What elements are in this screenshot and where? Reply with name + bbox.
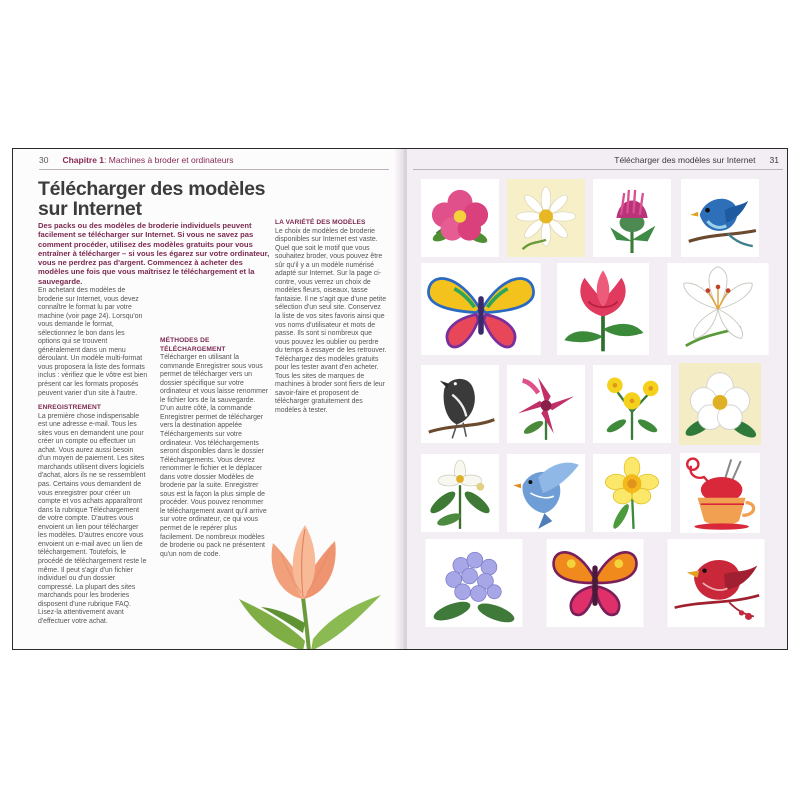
text-column-3: [275, 219, 387, 416]
design-tile-hydrangea: [421, 539, 527, 627]
design-tile-orange-butterfly: [541, 539, 649, 627]
page-title-line-2: sur Internet: [38, 198, 142, 220]
download-methods-paragraph: Télécharger en utilisant la commande Enregistrer sous vous permet de télécharger vers un dossier spécifique sur votre ordinateur et vous laisse renommer le fichier lors de la sauvegarde. D'un autre côté, la commande Enregistrer permet de télécharger vers la destination appelée Téléchargements sur votre ordinateur. Vos téléchargements seront disponibles dans le dossier Téléchargements. Vous devrez renommer le fichier et le déplacer dans votre dossier Modèles de broderie par la suite. Enregistrer sous est la façon la plus simple de procéder. Vous pouvez renommer le téléchargement avant qu'il arrive sur votre ordinateur, ce qui vous permet de le repérer plus facilement. De nombreux modèles de broderie ou pack ne présentent qu'un nom de code.: [160, 354, 269, 558]
intro-paragraph: Des packs ou des modèles de broderie individuels peuvent facilement se télécharger sur Internet. Si vous ne savez pas comment procéder, utilisez des modèles gratuits pour vous entraîner à télécharger – si vous les égarez sur votre ordinateur, vous ne perdrez pas d'argent. Commencez à acheter des modèles une fois que vous maîtrisez le téléchargement et la sauvegarde.: [38, 221, 270, 286]
chapter-label: Chapitre 1: [62, 155, 105, 165]
teacup-pincushion-icon: [679, 453, 761, 533]
page-title-line-1: Télécharger des modèles: [38, 178, 266, 200]
red-flower-icon: [553, 263, 653, 355]
red-bird-icon: [661, 539, 771, 627]
daisy-icon: [507, 179, 585, 257]
registration-heading: ENREGISTREMENT: [38, 404, 101, 412]
thistle-icon: [593, 179, 671, 257]
design-tile-white-camellia: [679, 363, 761, 445]
left-header-rule: [39, 169, 389, 170]
chapter-title: : Machines à broder et ordinateurs: [104, 155, 234, 165]
design-tile-bluebird: [679, 179, 761, 257]
rainbow-butterfly-icon: [421, 263, 541, 355]
design-tile-thistle: [593, 179, 671, 257]
design-tile-teacup-pincushion: [679, 453, 761, 533]
design-tile-white-lily: [665, 263, 771, 355]
design-tile-white-blossom: [421, 453, 499, 533]
bluebird-icon: [679, 179, 761, 257]
pink-star-flower-icon: [507, 363, 585, 445]
design-tile-rainbow-butterfly: [421, 263, 541, 355]
white-lily-icon: [665, 263, 771, 355]
download-methods-heading: MÉTHODES DE TÉLÉCHARGEMENT: [160, 337, 226, 353]
hydrangea-icon: [421, 539, 527, 627]
orange-butterfly-icon: [541, 539, 649, 627]
design-tile-daisy: [507, 179, 585, 257]
sparrow-icon: [421, 363, 499, 445]
registration-paragraph: La première chose indispensable est une adresse e-mail. Tous les sites vous en demandent une pour créer un compte ou effectuer un achat. Vous aurez aussi besoin d'un moyen de paiement. Les sites marchands utilisent divers logiciels d'achat, alors ils ne se ressemblent pas. Certains vous demandent de vous enregistrer pour créer un compte et vos achats apparaîtront dans la rubrique Téléchargement de votre compte. D'autres vous envoient un lien pour télécharger les modèles. D'autres encore vous envoient un e-mail avec un lien de téléchargement. Toutefois, le procédé de téléchargement reste le même. Il peut s'agir d'un fichier individuel ou d'un dossier compressé. La plupart des sites marchands pour les broderies disposent d'une rubrique FAQ. Lisez-la attentivement avant d'effectuer votre achat.: [38, 412, 147, 625]
right-page-header: [614, 155, 779, 165]
left-page-header: [39, 155, 234, 165]
design-tile-yellow-flowers: [593, 363, 671, 445]
right-page-number: 31: [769, 155, 779, 165]
design-tile-daffodil: [593, 453, 671, 533]
tulip-embroidery-icon: [231, 519, 391, 649]
page-title: [38, 179, 278, 219]
design-tile-sparrow: [421, 363, 499, 445]
yellow-flowers-icon: [593, 363, 671, 445]
variety-paragraph: Le choix de modèles de broderie disponibles sur Internet est vaste. Quel que soit le motif que vous souhaitez broder, vous pouvez être sûr qu'il y a un modèle numérisé adapté sur Internet. Sur la page ci-contre, vous verrez un choix de modèles fleurs, oiseaux, tasse fantaisie. Il ne s'agit que d'une petite sélection d'un seul site. Conservez la liste de vos sites favoris ainsi que vos noms d'utilisateur et mots de passe. Ils sont si nombreux que vous pouvez les oublier ou perdre du temps à essayer de les retrouver. Téléchargez des modèles gratuits pour les tester avant d'en acheter. Tous les sites de marques de machines à broder sont fiers de leur savoir-faire et proposent de télécharger gratuitement des modèles à tester.: [275, 227, 387, 415]
design-tile-red-bird: [661, 539, 771, 627]
formats-paragraph: En achetant des modèles de broderie sur Internet, vous devez connaître le format lu par votre machine (voir page 24). Lorsqu'on vous demande le format, sélectionnez le bon dans les options qui se trouvent généralement dans un menu déroulant. Un modèle multi-format vous proposera la liste des formats inclus : vérifiez que le vôtre est bien présent car les formats proposés peuvent varier d'un site à l'autre.: [38, 287, 148, 397]
white-blossom-icon: [421, 453, 499, 533]
right-page: [407, 149, 788, 649]
blue-bird-icon: [507, 453, 585, 533]
design-tile-red-flower: [553, 263, 653, 355]
white-camellia-icon: [679, 363, 761, 445]
book-spread: [12, 148, 788, 650]
right-header-rule: [413, 169, 783, 170]
variety-heading: LA VARIÉTÉ DES MODÈLES: [275, 219, 366, 226]
design-tile-pink-star-flower: [507, 363, 585, 445]
right-header-title: Télécharger des modèles sur Internet: [614, 155, 756, 165]
left-page-number: 30: [39, 155, 49, 165]
design-tile-blue-bird: [507, 453, 585, 533]
daffodil-icon: [593, 453, 671, 533]
left-page: [13, 149, 399, 649]
pink-flower-icon: [421, 179, 499, 257]
text-column-1: [38, 287, 148, 626]
design-tile-pink-flower: [421, 179, 499, 257]
